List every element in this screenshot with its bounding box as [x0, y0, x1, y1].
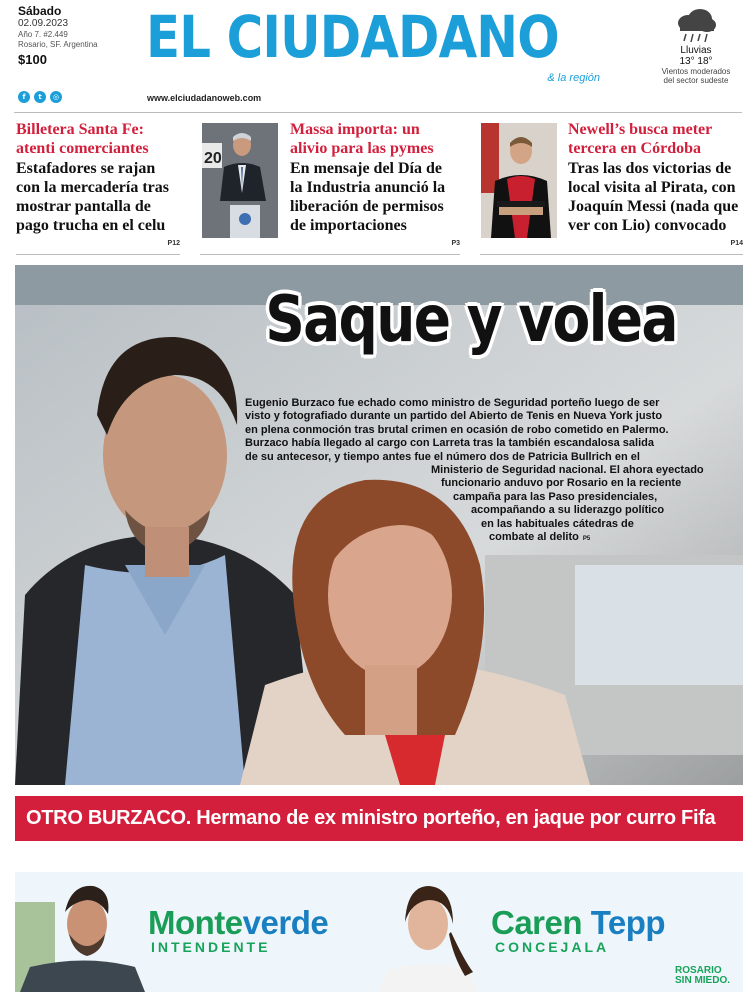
teaser-body: En mensaje del Día de la Industria anunció la liberación de permisos de importaciones [290, 160, 446, 234]
teaser-massa[interactable] [290, 120, 460, 247]
twitter-icon[interactable]: t [34, 91, 46, 103]
main-story-body: Eugenio Burzaco fue echado como ministro de Seguridad porteño luego de ser visto y fotografiado durante un partido del Abierto de Tenis en Nueva York justo en plena conmoción tras brutal crimen en ocasión de robo cometido en Palermo. Burzaco había llegado al cargo con Larreta tras la también escandalosa salida de su antecesor, y tiempo antes fue el número dos de Patricia Bullrich en el Ministerio de Seguridad nacional. El ahora eyectado funcionario anduvo por Rosario en la reciente campaña para las Paso presidenciales, acompañando a su liderazgo político en las habituales cátedras de combate al delito P5 [245, 397, 704, 544]
masthead-logo[interactable] [146, 3, 606, 84]
main-story[interactable] [15, 265, 743, 785]
rain-cloud-icon [674, 8, 718, 44]
teaser-billetera[interactable] [16, 120, 180, 247]
edition-info [18, 4, 128, 67]
social-links [18, 91, 62, 103]
svg-text:20: 20 [204, 150, 222, 167]
candidate1-role: INTENDENTE [151, 939, 271, 955]
edition-date: 02.09.2023 [18, 18, 69, 29]
weather-wind-1: Vientos moderados [661, 67, 731, 76]
ad-slogan: ROSARIO SIN MIEDO. [675, 965, 731, 986]
weather-condition: Lluvias [680, 45, 712, 56]
main-story-page: P5 [582, 536, 591, 543]
teaser-divider [16, 254, 180, 255]
teaser-kicker: Billetera Santa Fe: atenti comerciantes [16, 121, 149, 157]
teaser-kicker: Newell’s busca meter tercera en Córdoba [568, 121, 713, 157]
teaser-divider [480, 254, 743, 255]
campaign-ad[interactable] [15, 872, 743, 992]
weather-widget [644, 8, 748, 85]
teaser-page: P14 [730, 240, 743, 247]
candidate2-role: CONCEJALA [495, 939, 610, 955]
edition-place: Rosario, SF. Argentina [18, 40, 98, 49]
massa-photo[interactable] [202, 123, 278, 238]
edition-day: Sábado [18, 4, 62, 18]
edition-issue: Año 7. #2.449 [18, 30, 68, 39]
edition-price: $100 [18, 52, 47, 67]
candidate2-name: Caren Tepp [491, 904, 666, 941]
masthead-tagline: & la región [547, 72, 600, 84]
teaser-body: Tras las dos victorias de local visita al Pirata, con Joaquín Messi (nada que ver con Lio) convocado [568, 160, 739, 234]
masthead-divider [14, 112, 742, 113]
newells-player-photo[interactable] [481, 123, 557, 238]
masthead-name: EL CIUDADANO [146, 3, 559, 71]
candidate-woman-photo [373, 872, 483, 992]
weather-wind-2: del sector sudeste [663, 76, 729, 85]
teaser-page: P12 [167, 240, 180, 247]
teaser-newells[interactable] [568, 120, 743, 247]
candidate-man-photo [15, 872, 145, 992]
teaser-body: Estafadores se rajan con la mercadería tras mostrar pantalla de pago trucha en el celu [16, 160, 169, 234]
candidate1-name: Monteverde [148, 904, 329, 941]
instagram-icon[interactable]: ◎ [50, 91, 62, 103]
teaser-page: P3 [451, 240, 460, 247]
teaser-divider [200, 254, 460, 255]
main-headline: Saque y volea [265, 283, 677, 357]
teaser-kicker: Massa importa: un alivio para las pymes [290, 121, 434, 157]
weather-temps: 13° 18° [679, 56, 713, 67]
secondary-headline-banner[interactable]: OTRO BURZACO. Hermano de ex ministro porteño, en jaque por curro Fifa [15, 796, 743, 841]
website-link[interactable]: www.elciudadanoweb.com [147, 93, 262, 103]
facebook-icon[interactable]: f [18, 91, 30, 103]
